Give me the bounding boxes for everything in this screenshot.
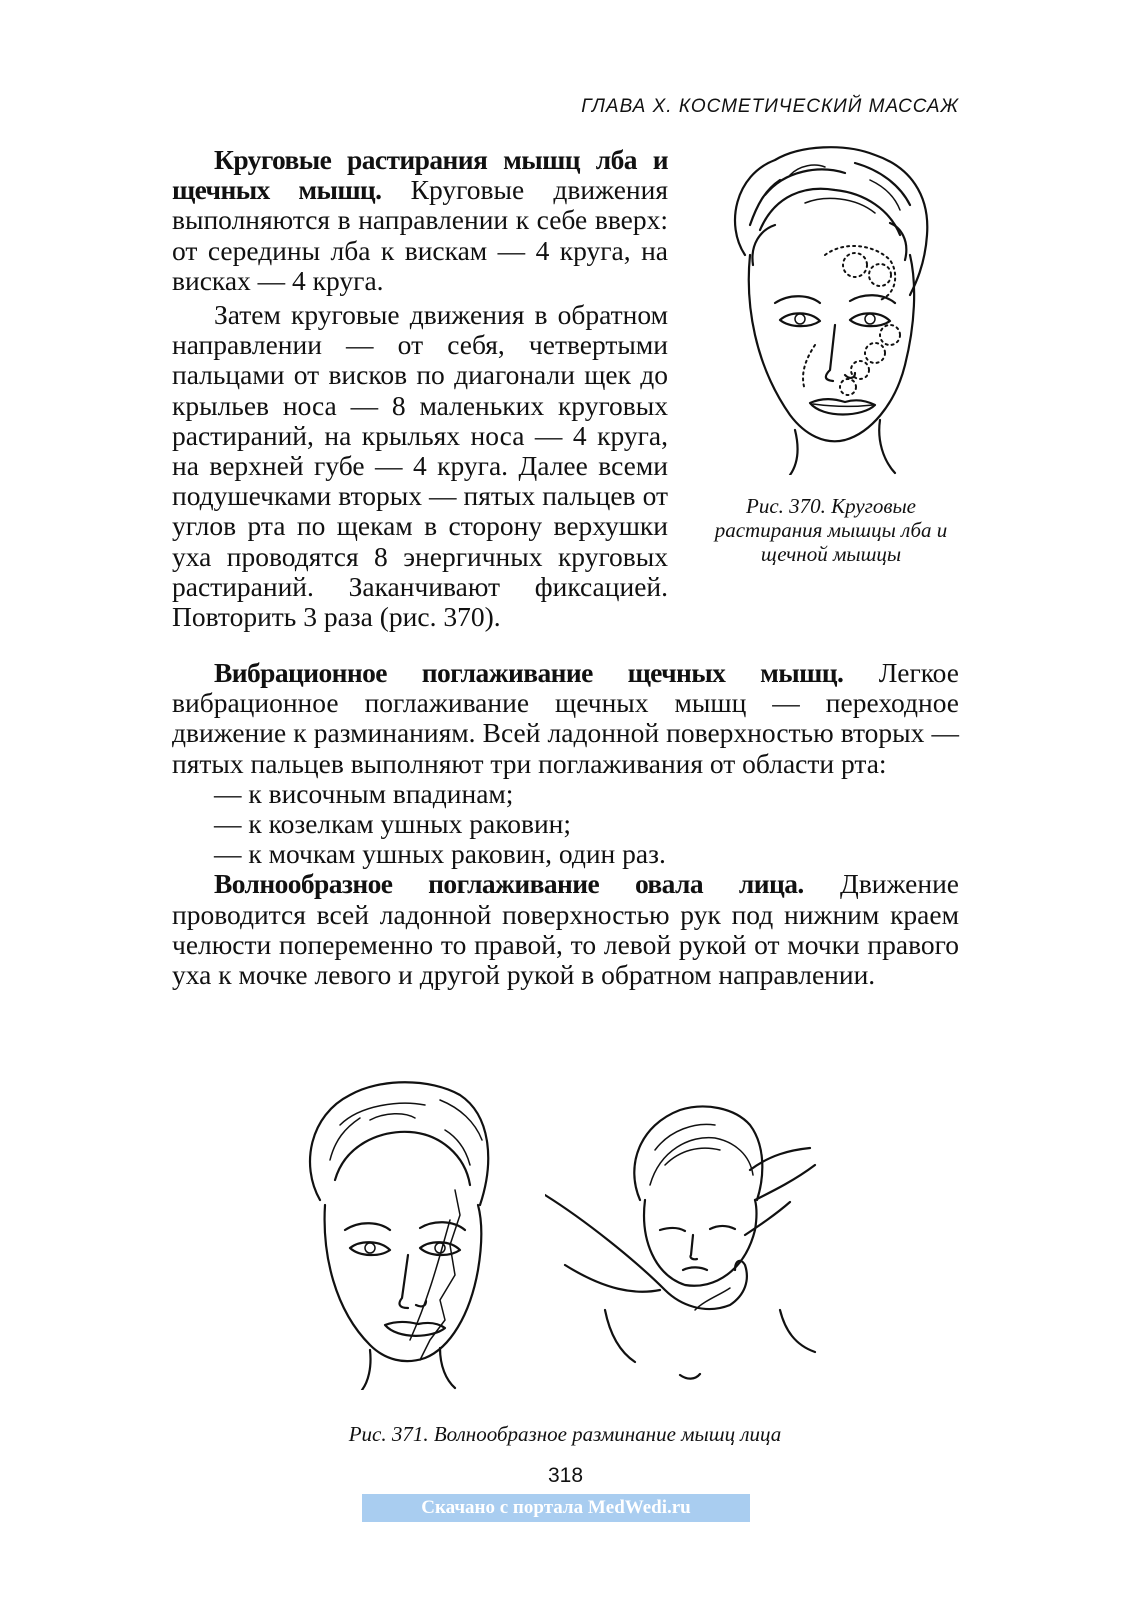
paragraph-4-text: Движение проводится всей ладонной поверхностью рук под нижним краем челюсти попеременно то правой, то левой рукой от мочки правого уха к мочке левого и другой рукой в обратном направлении. xyxy=(172,868,959,991)
figure-371-caption: Рис. 371. Волнообразное разминание мышц лица xyxy=(348,1422,782,1446)
figure-371-right-illustration xyxy=(545,1090,845,1390)
running-head: ГЛАВА Х. КОСМЕТИЧЕСКИЙ МАССАЖ xyxy=(581,96,959,117)
list-item-tragus: — к козелкам ушных раковин; xyxy=(214,808,572,840)
figure-370-caption: Рис. 370. Круговые растирания мышцы лба и щечной мышцы xyxy=(714,494,948,566)
section-title-circular-rubbing: Круговые растирания мышц лба и щечных мышц. xyxy=(172,144,668,206)
section-circular-rubbing xyxy=(172,145,668,632)
paragraph-1 xyxy=(172,145,668,296)
section-vibration-stroking xyxy=(172,658,959,990)
figure-370-illustration xyxy=(705,135,955,475)
source-banner[interactable]: Скачано с портала MedWedi.ru xyxy=(362,1494,750,1522)
face-massage-illustration-icon xyxy=(290,1070,500,1390)
paragraph-4 xyxy=(172,869,959,990)
face-massage-illustration-icon xyxy=(705,135,955,475)
list-item-temporal: — к височным впадинам; xyxy=(214,777,514,809)
figure-371-left-illustration xyxy=(290,1070,500,1390)
list-item-earlobes: — к мочкам ушных раковин, один раз. xyxy=(214,838,666,870)
section-title-wave-stroking: Волнообразное поглаживание овала лица. xyxy=(214,868,804,900)
paragraph-3 xyxy=(172,658,959,779)
face-with-hands-illustration-icon xyxy=(545,1090,845,1390)
paragraph-2: Затем круговые движения в обратном направлении — от себя, четвертыми пальцами от висков по диагонали щек до крыльев носа — 8 маленьких круговых растираний, на крыльях носа — 4 круга, на верхней губе — 4 круга. Далее всеми подушечками вторых — пятых пальцев от углов рта по щекам в сторону верхушки уха проводятся 8 энергичных круговых растираний. Заканчивают фиксацией. Повторить 3 раза (рис. 370). xyxy=(172,299,668,633)
section-title-vibration-stroking: Вибрационное поглаживание щечных мышц. xyxy=(214,657,844,688)
paragraph-3-text: Легкое вибрационное поглаживание щечных мышц — переходное движение к разминаниям. Всей ладонной поверхностью вторых — пятых пальцев выполняют три поглаживания от области рта: xyxy=(172,657,959,779)
page-number: 318 xyxy=(547,1464,584,1487)
paragraph-1-text: Круговые движения выполняются в направлении к себе вверх: от середины лба к вискам — 4 круга, на висках — 4 круга. xyxy=(172,174,668,296)
